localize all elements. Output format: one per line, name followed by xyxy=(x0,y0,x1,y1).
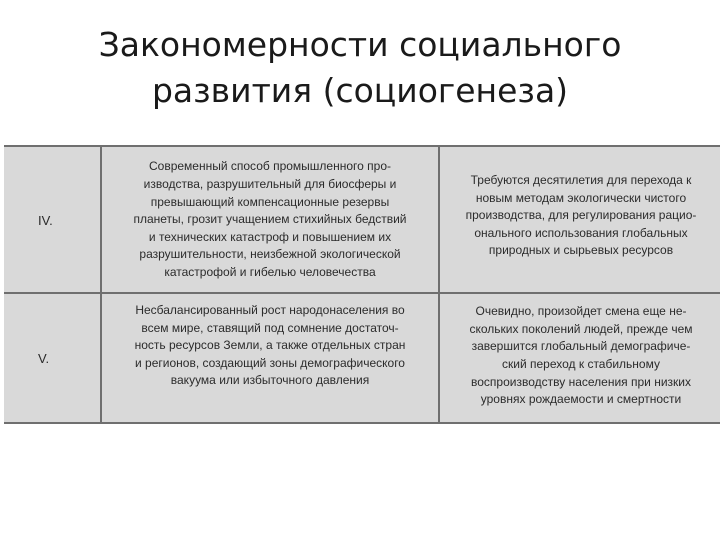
description-text: Современный способ промышленного про- изводства, разрушительный для биосферы и превышающий компенсационные резервы планеты, грозит учащением стихийных бедствий и технических катастроф и повышением их разрушительности, неизбежной экологической катастрофой и гибелью человечества xyxy=(133,159,407,279)
row-number: IV. xyxy=(38,212,53,228)
laws-table xyxy=(4,145,720,422)
note-text: Очевидно, произойдет смена еще не- скольких поколений людей, прежде чем завершится глобальный демографиче- ский переход к стабильному воспроизводству населения при низких уровнях рождаемости и смертности xyxy=(469,304,693,407)
description-cell xyxy=(100,147,440,293)
note-text: Требуются десятилетия для перехода к новым методам экологически чистого производства, для регулирования рацио- онального использования глобальных природных и сырьевых ресурсов xyxy=(465,173,697,258)
note-cell xyxy=(442,147,720,293)
page-title-line-2: развития (социогенеза) xyxy=(151,71,569,110)
description-text: Несбалансированный рост народонаселения во всем мире, ставящий под сомнение достаточ- ность ресурсов Земли, а также отдельных стран и регионов, создающий зоны демографического вакуума или избыточного давления xyxy=(134,303,406,388)
row-number: V. xyxy=(38,350,50,366)
page-title xyxy=(0,22,720,114)
description-cell xyxy=(100,294,440,422)
note-cell xyxy=(442,294,720,422)
table-row xyxy=(4,292,720,424)
row-number-cell xyxy=(4,294,98,422)
page-title-line-1: Закономерности социального xyxy=(98,25,622,64)
row-number-cell xyxy=(4,147,98,293)
table-row xyxy=(4,145,720,293)
